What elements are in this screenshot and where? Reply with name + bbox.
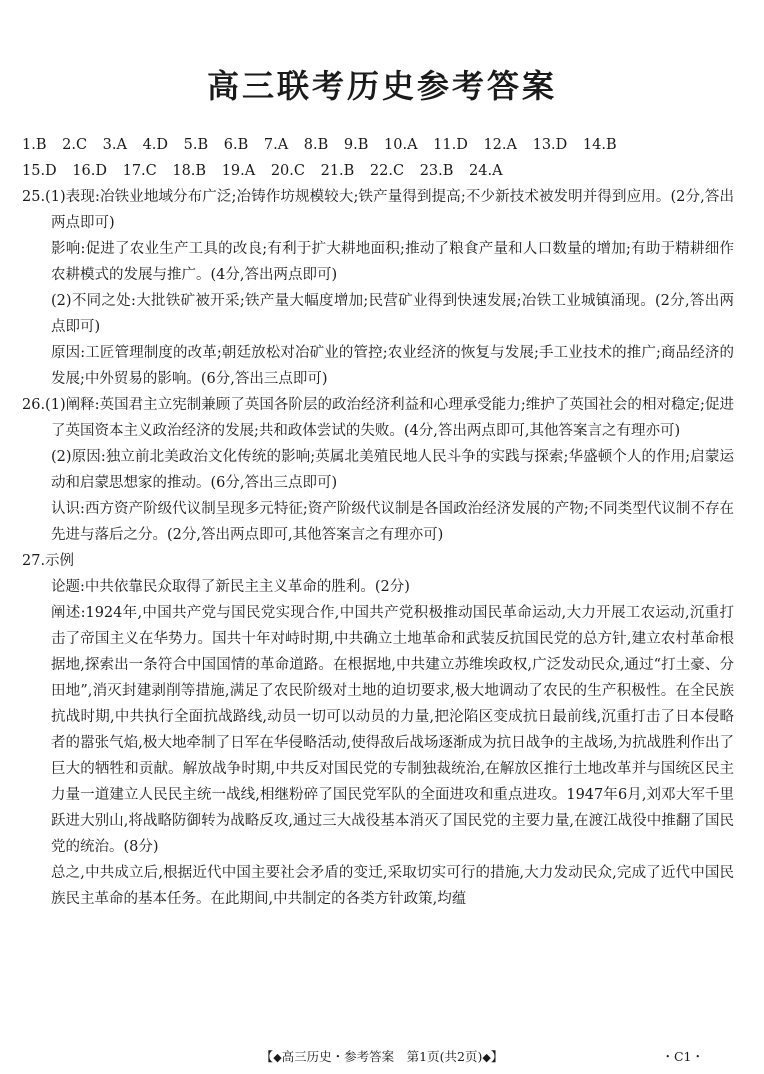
answer-item: 5.B	[183, 137, 209, 153]
paper-code: ・C1・	[661, 1049, 704, 1064]
footer-bracket-left: 【	[260, 1049, 274, 1064]
q27-summary: 总之,中共成立后,根据近代中国主要社会矛盾的变迁,采取切实可行的措施,大力发动民众,完成了近代中国民族民主革命的基本任务。在此期间,中共制定的各类方针政策,均蕴	[51, 865, 734, 907]
answer-item: 4.D	[142, 137, 169, 153]
answer-item: 8.B	[303, 137, 329, 153]
answer-item: 10.A	[384, 137, 418, 153]
multiple-choice-answers	[22, 132, 742, 184]
answer-item: 12.A	[483, 137, 517, 153]
q25-part2: (2)不同之处:大批铁矿被开采;铁产量大幅度增加;民营矿业得到快速发展;冶铁工业城镇涌现。(2分,答出两点即可)	[51, 293, 734, 335]
answer-item: 13.D	[532, 137, 568, 153]
answer-item: 17.C	[122, 163, 157, 179]
page-title: 高三联考历史参考答案	[206, 67, 557, 105]
q25-impact: 影响:促进了农业生产工具的改良;有利于扩大耕地面积;推动了粮食产量和人口数量的增加;有助于精耕细作农耕模式的发展与推广。(4分,答出两点即可)	[51, 241, 734, 283]
answer-item: 6.B	[223, 137, 249, 153]
page-footer	[0, 1046, 764, 1068]
q26-part2: (2)原因:独立前北美政治文化传统的影响;英属北美殖民地人民斗争的实践与探索;华盛顿个人的作用;启蒙运动和启蒙思想家的推动。(6分,答出三点即可)	[51, 449, 734, 491]
answer-item: 3.A	[102, 137, 127, 153]
answer-item: 1.B	[22, 137, 47, 153]
q27-thesis: 论题:中共依靠民众取得了新民主主义革命的胜利。(2分)	[51, 579, 410, 595]
answer-item: 24.A	[469, 163, 503, 179]
answer-item: 7.A	[263, 137, 289, 153]
footer-text: 高三历史・参考答案 第1页(共2页)	[281, 1049, 483, 1064]
q27-heading: 27.示例	[22, 553, 75, 569]
footer-center	[0, 1046, 764, 1069]
answer-item: 19.A	[221, 163, 256, 179]
answers-row-1	[22, 132, 742, 158]
answer-item: 15.D	[22, 163, 57, 179]
answer-item: 11.D	[433, 137, 468, 153]
footer-bracket-right: 】	[490, 1049, 504, 1064]
q25-part1: 25.(1)表现:冶铁业地域分布广泛;冶铸作坊规模较大;铁产量得到提高;不少新技术被发明并得到应用。(2分,答出两点即可)	[22, 189, 734, 231]
answer-body	[22, 184, 734, 912]
answer-item: 23.B	[419, 163, 454, 179]
q26-part1: 26.(1)阐释:英国君主立宪制兼顾了英国各阶层的政治经济利益和心理承受能力;维护了英国社会的相对稳定;促进了英国资本主义政治经济的发展;共和政体尝试的失败。(4分,答出两点即可,其他答案言之有理亦可)	[22, 397, 734, 439]
diamond-icon: ◆	[273, 1051, 282, 1064]
q27-elaboration: 阐述:1924年,中国共产党与国民党实现合作,中国共产党积极推动国民革命运动,大力开展工农运动,沉重打击了帝国主义在华势力。国共十年对峙时期,中共确立土地革命和武装反抗国民党的总方针,建立农村革命根据地,探索出一条符合中国国情的革命道路。在根据地,中共建立苏维埃政权,广泛发动民众,通过“打土豪、分田地”,消灭封建剥削等措施,满足了农民阶级对土地的迫切要求,极大地调动了农民的生产积极性。在全民族抗战时期,中共执行全面抗战路线,动员一切可以动员的力量,把沦陷区变成抗日最前线,沉重打击了日本侵略者的嚣张气焰,极大地牵制了日军在华侵略活动,使得敌后战场逐渐成为抗日战争的主战场,为抗战胜利作出了巨大的牺牲和贡献。解放战争时期,中共反对国民党的专制独裁统治,在解放区推行土地改革并与国统区民主力量一道建立人民民主统一战线,相继粉碎了国民党军队的全面进攻和重点进攻。1947年6月,刘邓大军千里跃进大别山,将战略防御转为战略反攻,通过三大战役基本消灭了国民党的主要力量,在渡江战役中推翻了国民党的统治。(8分)	[51, 605, 734, 855]
q25-reasons: 原因:工匠管理制度的改革;朝廷放松对冶矿业的管控;农业经济的恢复与发展;手工业技术的推广;商品经济的发展;中外贸易的影响。(6分,答出三点即可)	[51, 345, 734, 387]
answer-item: 2.C	[62, 137, 88, 153]
diamond-icon: ◆	[482, 1051, 491, 1064]
answer-item: 18.B	[172, 163, 207, 179]
answer-item: 22.C	[369, 163, 405, 179]
answer-item: 14.B	[582, 137, 617, 153]
answer-item: 21.B	[320, 163, 355, 179]
answer-item: 20.C	[270, 163, 305, 179]
answer-item: 9.B	[343, 137, 369, 153]
q26-understanding: 认识:西方资产阶级代议制呈现多元特征;资产阶级代议制是各国政治经济发展的产物;不同类型代议制不存在先进与落后之分。(2分,答出两点即可,其他答案言之有理亦可)	[51, 501, 734, 543]
answers-row-2	[22, 158, 742, 184]
answer-item: 16.D	[72, 163, 107, 179]
